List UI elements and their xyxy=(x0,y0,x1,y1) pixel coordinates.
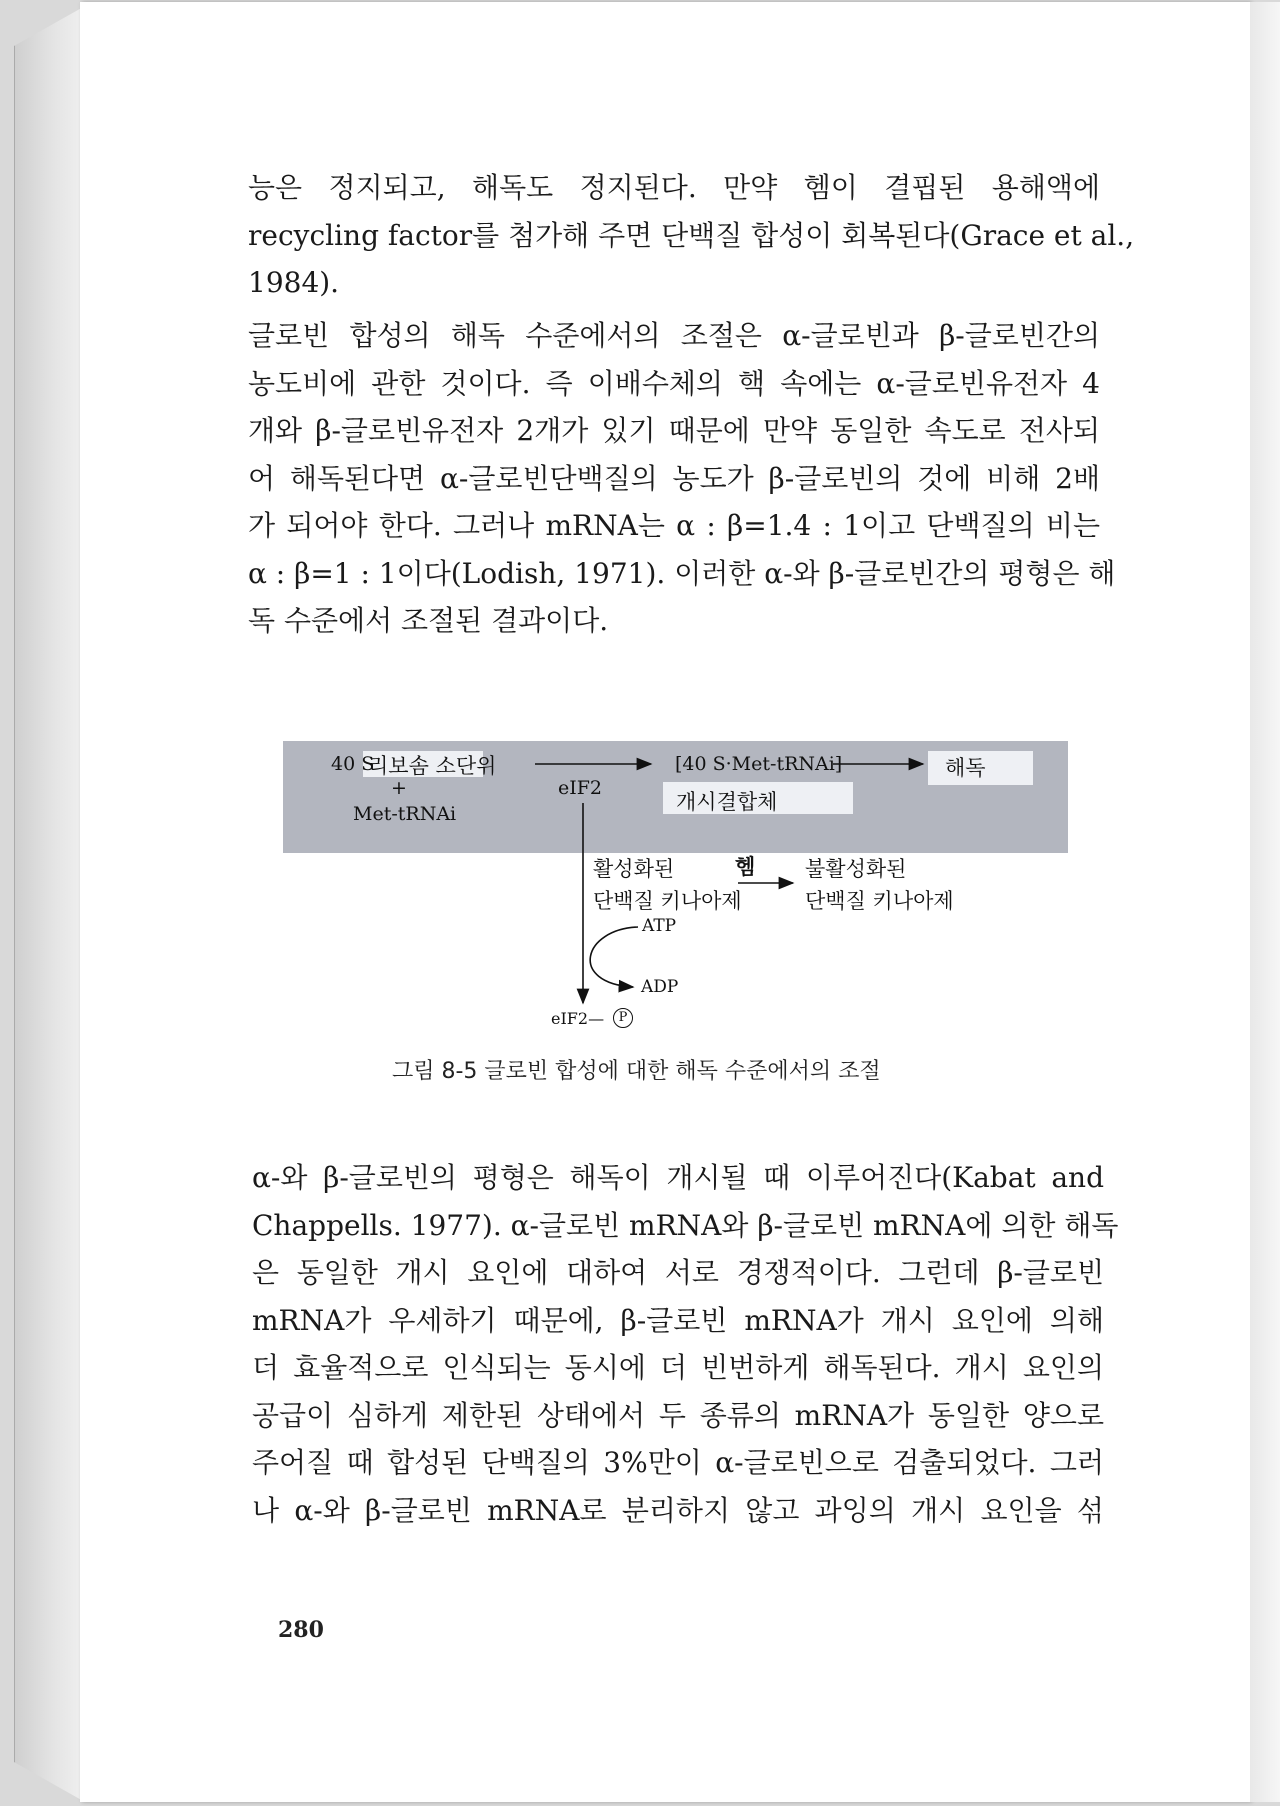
plus-label: + xyxy=(391,777,407,799)
heme-label: 헴 xyxy=(735,855,756,879)
page-right-edge xyxy=(1250,2,1280,1802)
phosphate-circle: P xyxy=(613,1008,633,1028)
paragraph-3 xyxy=(252,1154,1119,1534)
text-line: mRNA가 우세하기 때문에, β-글로빈 mRNA가 개시 요인에 의해 xyxy=(252,1303,1104,1337)
figure-caption: 그림 8-5 글로빈 합성에 대한 해독 수준에서의 조절 xyxy=(392,1059,881,1084)
text-line: 글로빈 합성의 해독 수준에서의 조절은 α-글로빈과 β-글로빈간의 xyxy=(248,319,1100,352)
inactive-kinase-label: 불활성화된 xyxy=(805,857,907,881)
text-line: 독 수준에서 조절된 결과이다. xyxy=(248,604,609,637)
ribosome-subunit-label: 리보솜 소단위 xyxy=(368,754,497,778)
text-line: Chappells. 1977). α-글로빈 mRNA와 β-글로빈 mRNA에 의한 해독 xyxy=(252,1208,1119,1242)
text-line: 공급이 심하게 제한된 상태에서 두 종류의 mRNA가 동일한 양으로 xyxy=(252,1398,1104,1432)
text-line: 나 α-와 β-글로빈 mRNA로 분리하지 않고 과잉의 개시 요인을 섞 xyxy=(252,1493,1104,1527)
text-line: 어 해독된다면 α-글로빈단백질의 농도가 β-글로빈의 것에 비해 2배 xyxy=(248,461,1100,495)
text-line: α-와 β-글로빈의 평형은 해독이 개시될 때 이루어진다(Kabat and xyxy=(252,1161,1104,1194)
text-line: 더 효율적으로 인식되는 동시에 더 빈번하게 해독된다. 개시 요인의 xyxy=(252,1351,1104,1384)
complex-label: [40 S·Met-tRNAi] xyxy=(675,753,843,775)
paragraph-2 xyxy=(248,312,1116,645)
text-line: recycling factor를 첨가해 주면 단백질 합성이 회복된다(Grace et al., xyxy=(248,218,1135,252)
active-kinase-label: 단백질 키나아제 xyxy=(593,889,742,913)
ribosome-prefix-label: 40 S xyxy=(331,753,375,775)
active-kinase-label: 활성화된 xyxy=(593,857,675,881)
text-line: α : β=1 : 1이다(Lodish, 1971). 이러한 α-와 β-글로빈간의 평형은 해 xyxy=(248,556,1116,590)
text-line: 가 되어야 한다. 그러나 mRNA는 α : β=1.4 : 1이고 단백질의 비는 xyxy=(248,509,1100,542)
text-line: 1984). xyxy=(248,266,340,299)
text-line: 농도비에 관한 것이다. 즉 이배수체의 핵 속에는 α-글로빈유전자 4 xyxy=(248,366,1100,400)
eif2-label: eIF2 xyxy=(558,777,603,799)
eif2-phosphorylated-label: eIF2— xyxy=(551,1009,605,1028)
adp-label: ADP xyxy=(641,977,679,997)
initiation-complex-label: 개시결합체 xyxy=(676,790,778,814)
atp-label: ATP xyxy=(642,916,677,936)
page-number: 280 xyxy=(278,1617,324,1643)
book-spine-edge xyxy=(14,6,85,1802)
inactive-kinase-label: 단백질 키나아제 xyxy=(805,889,954,913)
paragraph-1 xyxy=(248,164,1135,307)
translation-label: 해독 xyxy=(945,756,986,780)
text-line: 주어질 때 합성된 단백질의 3%만이 α-글로빈으로 검출되었다. 그러 xyxy=(252,1446,1104,1479)
figure-8-5 xyxy=(283,733,1138,1033)
met-trna-label: Met-tRNAi xyxy=(353,803,457,825)
text-line: 능은 정지되고, 해독도 정지된다. 만약 헴이 결핍된 용해액에 xyxy=(248,171,1100,204)
text-line: 은 동일한 개시 요인에 대하여 서로 경쟁적이다. 그런데 β-글로빈 xyxy=(252,1256,1104,1289)
text-line: 개와 β-글로빈유전자 2개가 있기 때문에 만약 동일한 속도로 전사되 xyxy=(248,414,1100,447)
